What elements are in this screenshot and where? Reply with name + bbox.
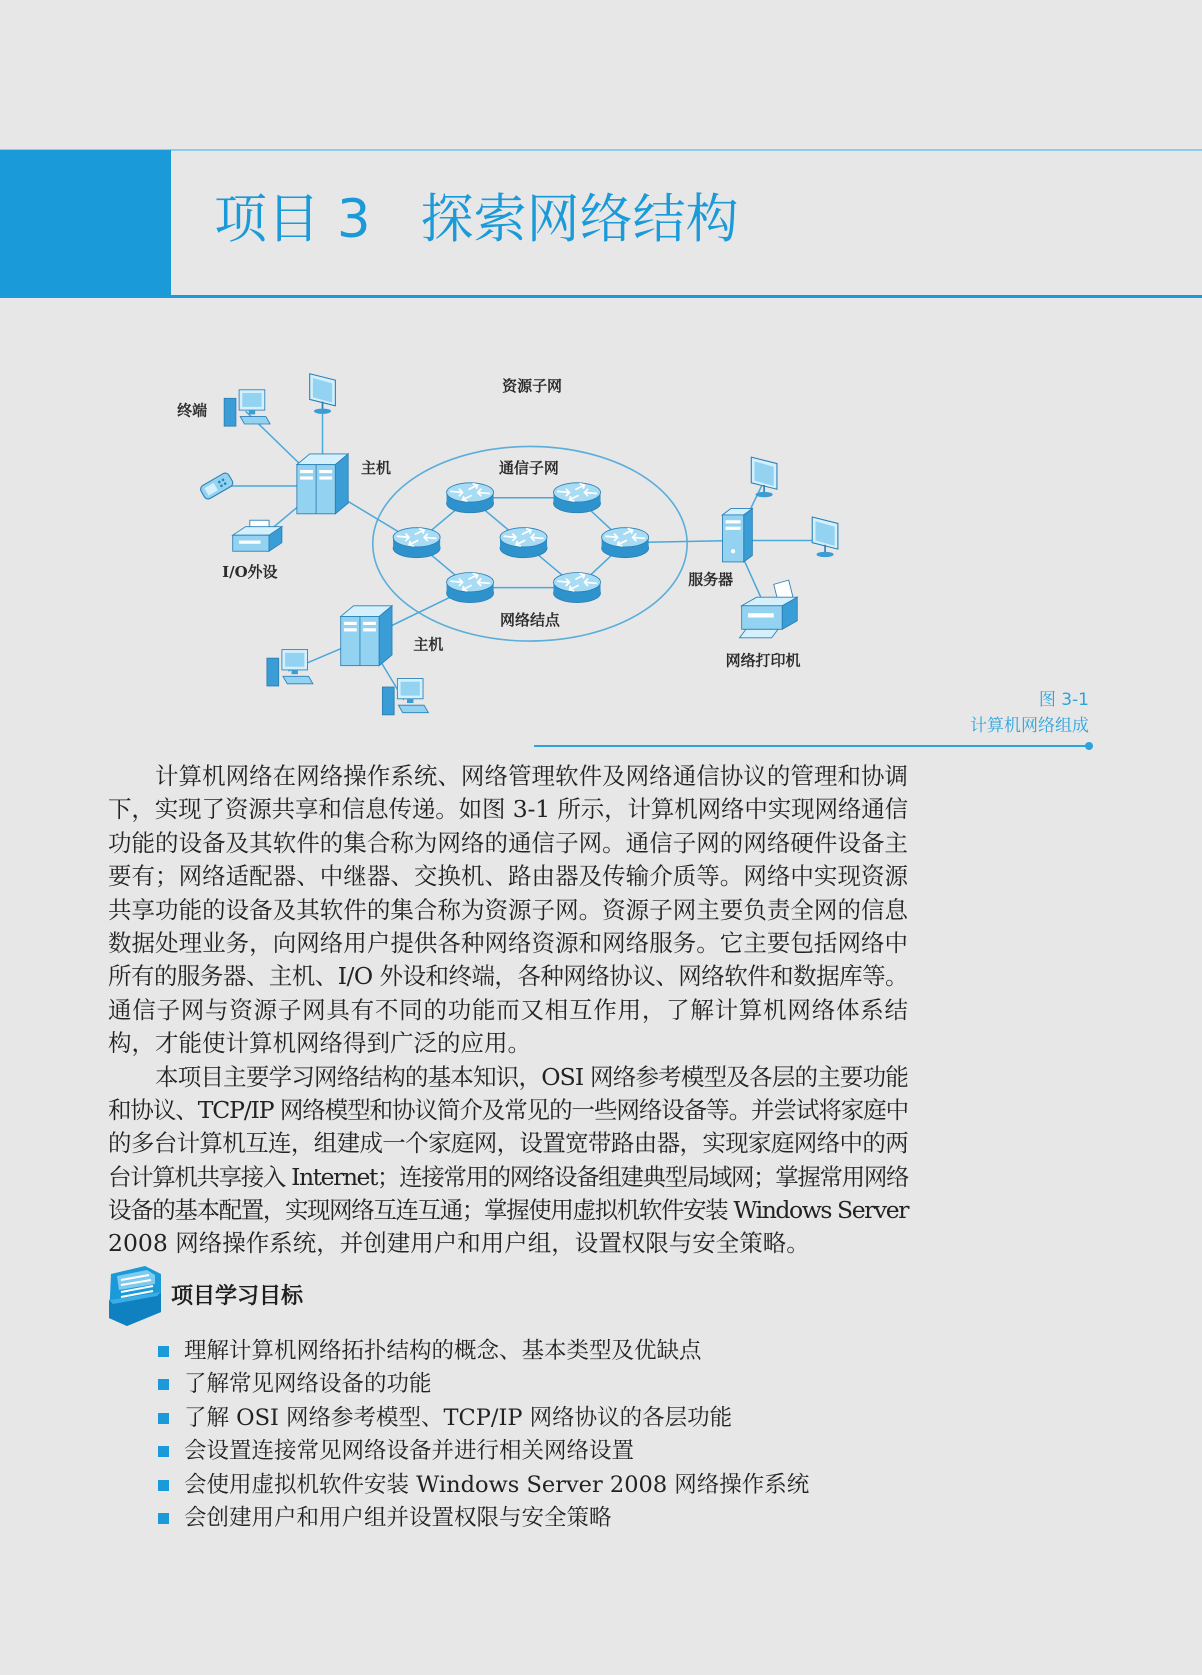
header-bottom-rule [0,295,1202,298]
text-line: 下，实现了资源共享和信息传递。如图 3-1 所示，计算机网络中实现网络通信 [108,795,908,824]
text-line: 设备的基本配置，实现网络互连互通；掌握使用虚拟机软件安装 Windows Server [108,1196,908,1225]
figure-caption: 计算机网络组成 [970,716,1089,736]
router-icon [553,573,600,603]
figure-number: 图 3-1 [1038,690,1089,710]
body-text [108,760,908,1261]
host-icon [341,606,392,666]
header-color-block [0,150,171,297]
router-icon [447,573,494,603]
square-bullet-icon [158,1513,169,1524]
text-line: 功能的设备及其软件的集合称为网络的通信子网。通信子网的网络硬件设备主 [108,828,908,857]
router-icon [553,483,600,513]
printer-icon [233,520,282,551]
monitor-icon [310,374,336,414]
text-line: 本项目主要学习网络结构的基本知识，OSI 网络参考模型及各层的主要功能 [155,1062,908,1091]
network-diagram [160,363,855,732]
header-top-rule [0,149,1202,151]
terminal-icon [382,678,428,714]
text-line: 台计算机共享接入 Internet；连接常用的网络设备组建典型局域网；掌握常用网络 [108,1162,908,1191]
label-communication-subnet: 通信子网 [498,459,559,478]
label-network-printer: 网络打印机 [725,651,801,670]
phone-icon [199,472,234,501]
monitor-icon [751,457,777,497]
text-line: 所有的服务器、主机、I/O 外设和终端，各种网络协议、网络软件和数据库等。 [108,962,908,991]
list-item [158,1435,958,1468]
paragraph [108,760,908,1061]
label-network-node: 网络结点 [500,611,560,630]
project-number: 项目 3 [214,189,371,250]
list-item [158,1368,958,1401]
square-bullet-icon [158,1379,169,1390]
objectives-heading: 项目学习目标 [171,1284,304,1309]
list-item-text: 理解计算机网络拓扑结构的概念、基本类型及优缺点 [184,1338,702,1364]
router-icon [393,528,440,558]
text-line: 计算机网络在网络操作系统、网络管理软件及网络通信协议的管理和协调 [155,762,908,790]
network-printer-icon [740,580,798,638]
text-line: 的多台计算机互连，组建成一个家庭网，设置宽带路由器，实现家庭网络中的两 [108,1129,908,1158]
list-item-text: 会设置连接常见网络设备并进行相关网络设置 [184,1438,635,1465]
label-resource-subnet: 资源子网 [502,376,563,395]
text-line: 数据处理业务，向网络用户提供各种网络资源和网络服务。它主要包括网络中 [108,928,908,957]
label-terminal: 终端 [177,401,208,420]
objectives-list [158,1335,958,1535]
list-item-text: 会使用虚拟机软件安装 Windows Server 2008 网络操作系统 [184,1471,810,1498]
terminal-icon [224,390,270,426]
server-icon [722,508,752,561]
router-icon [500,528,547,558]
folder-icon [105,1264,165,1330]
router-icon [447,483,494,513]
caption-rule [534,745,1089,747]
text-line: 和协议、TCP/IP 网络模型和协议简介及常见的一些网络设备等。并尝试将家庭中 [108,1095,908,1124]
text-line: 通信子网与资源子网具有不同的功能而又相互作用，了解计算机网络体系结 [108,995,908,1024]
project-title: 探索网络结构 [420,189,739,250]
square-bullet-icon [158,1346,169,1357]
square-bullet-icon [158,1480,169,1491]
list-item [158,1502,958,1535]
chapter-title [214,190,739,250]
label-io-peripheral: I/O外设 [222,562,278,581]
text-line: 要有；网络适配器、中继器、交换机、路由器及传输介质等。网络中实现资源 [108,862,908,891]
host-icon [297,454,348,514]
label-host-upper: 主机 [361,459,391,478]
list-item [158,1469,958,1502]
list-item-text: 了解常见网络设备的功能 [184,1371,432,1398]
text-line: 2008 网络操作系统，并创建用户和用户组，设置权限与安全策略。 [108,1229,810,1258]
monitor-icon [812,517,838,557]
square-bullet-icon [158,1446,169,1457]
list-item-text: 会创建用户和用户组并设置权限与安全策略 [184,1504,612,1531]
router-icon [602,528,649,558]
paragraph [108,1061,908,1261]
label-server: 服务器 [688,570,734,589]
list-item [158,1402,958,1435]
list-item [158,1335,958,1368]
square-bullet-icon [158,1413,169,1424]
terminal-icon [267,650,313,686]
list-item-text: 了解 OSI 网络参考模型、TCP/IP 网络协议的各层功能 [184,1404,733,1431]
caption-rule-dot [1085,742,1093,750]
label-host-lower: 主机 [413,635,444,654]
text-line: 共享功能的设备及其软件的集合称为资源子网。资源子网主要负责全网的信息 [108,895,908,924]
text-line: 构，才能使计算机网络得到广泛的应用。 [108,1029,531,1058]
